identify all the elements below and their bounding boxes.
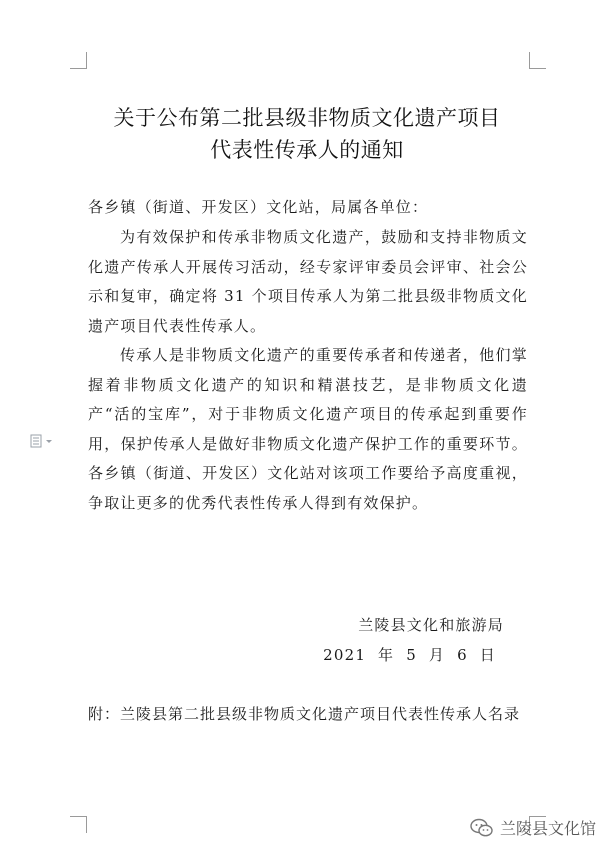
body-paragraph-2: 传承人是非物质文化遗产的重要传承者和传递者，他们掌握着非物质文化遗产的知识和精湛技艺，是非物质文化遗产“活的宝库”，对于非物质文化遗产项目的传承起到重要作用，保护传承人是做好非物质文化遗产保护工作的重要环节。各乡镇（街道、开发区）文化站对该项工作要给予高度重视，争取让更多的优秀代表性传承人得到有效保护。 [88,346,528,512]
watermark [470,816,596,839]
crop-mark-bottom-left [70,816,87,833]
document-menu-icon[interactable] [30,433,56,447]
salutation: 各乡镇（街道、开发区）文化站，局属各单位： [88,198,429,216]
signature-date: 2021 年 5 月 6 日 [323,646,496,664]
watermark-label: 兰陵县文化馆 [499,819,596,838]
wechat-icon [470,818,494,838]
document-title-line-1: 关于公布第二批县级非物质文化遗产项目 [113,106,501,130]
document-title-line-2: 代表性传承人的通知 [210,138,404,162]
body-paragraph-1: 为有效保护和传承非物质文化遗产，鼓励和支持非物质文化遗产传承人开展传习活动，经专家评审委员会评审、社会公示和复审，确定将 31 个项目传承人为第二批县级非物质文化遗产项目代表性传承人。 [88,228,528,335]
signature-organization: 兰陵县文化和旅游局 [358,616,504,634]
attachment-note: 附：兰陵县第二批县级非物质文化遗产项目代表性传承人名录 [88,705,521,723]
crop-mark-top-right [529,52,546,69]
crop-mark-top-left [70,52,87,69]
